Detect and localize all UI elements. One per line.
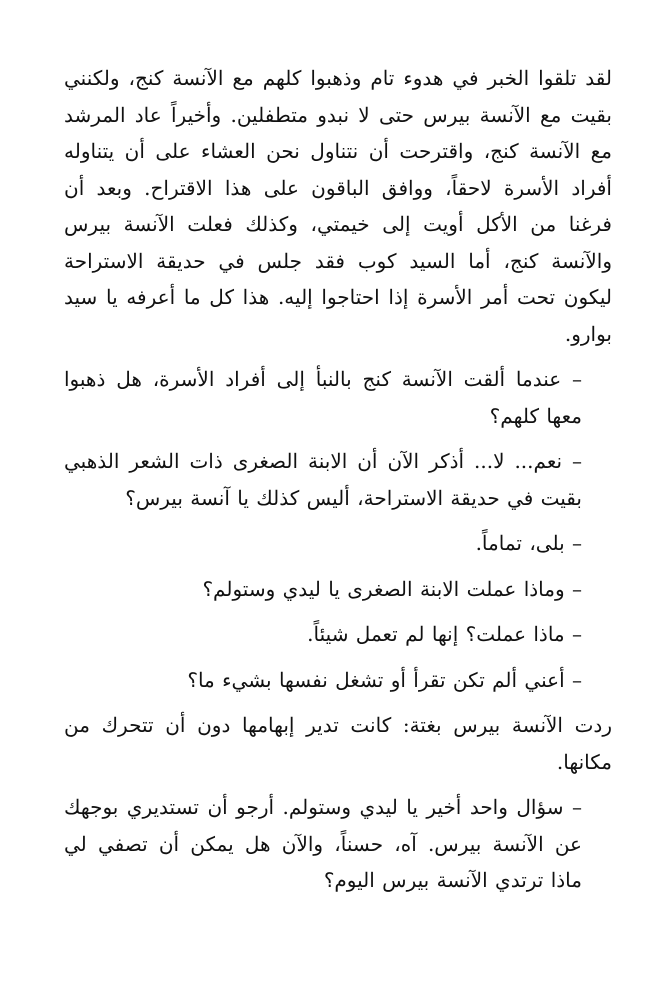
paragraph-spacer [64,653,612,662]
dialogue-line: – أعني ألم تكن تقرأ أو تشغل نفسها بشيء ما؟ [187,667,582,692]
dialogue-line: – بلى، تماماً. [475,531,582,555]
paragraph-spacer [64,780,612,789]
paragraph-spacer [64,562,612,571]
narrative-paragraph: ردت الآنسة بيرس بغتة: كانت تدير إبهامها دون أن تتحرك من مكانها. [64,713,612,774]
dialogue-line: – ماذا عملت؟ إنها لم تعمل شيئاً. [307,622,582,646]
paragraph-spacer [64,434,612,443]
book-page [64,60,612,899]
dialogue-line: – وماذا عملت الابنة الصغرى يا ليدي وستولم؟ [202,576,582,601]
dialogue-line: – سؤال واحد أخير يا ليدي وستولم. أرجو أن تستديري بوجهك عن الآنسة بيرس. آه، حسناً، والآن هل يمكن أن تصفي لي ماذا ترتدي الآنسة بيرس اليوم؟ [64,795,582,892]
paragraph-spacer [64,607,612,616]
dialogue-line: – نعم... لا... أذكر الآن أن الابنة الصغرى ذات الشعر الذهبي بقيت في حديقة الاستراحة، أليس كذلك يا آنسة بيرس؟ [64,449,582,510]
paragraph-spacer [64,352,612,361]
paragraph-spacer [64,516,612,525]
paragraph-spacer [64,698,612,707]
narrative-paragraph: لقد تلقوا الخبر في هدوء تام وذهبوا كلهم مع الآنسة كنج، ولكنني بقيت مع الآنسة بيرس حتى لا نبدو متطفلين. وأخيراً عاد المرشد مع الآنسة كنج، واقترحت أن نتناول نحن العشاء على أن يتناوله أفراد الأسرة لاحقاً، ووافق الباقون على هذا الاقتراح. وبعد أن فرغنا من الأكل أويت إلى خيمتي، وكذلك فعلت الآنسة بيرس والآنسة كنج، أما السيد كوب فقد جلس في حديقة الاستراحة ليكون تحت أمر الأسرة إذا احتاجوا إليه. هذا كل ما أعرفه يا سيد بوارو. [64,66,612,346]
dialogue-line: – عندما ألقت الآنسة كنج بالنبأ إلى أفراد الأسرة، هل ذهبوا معها كلهم؟ [64,367,582,428]
